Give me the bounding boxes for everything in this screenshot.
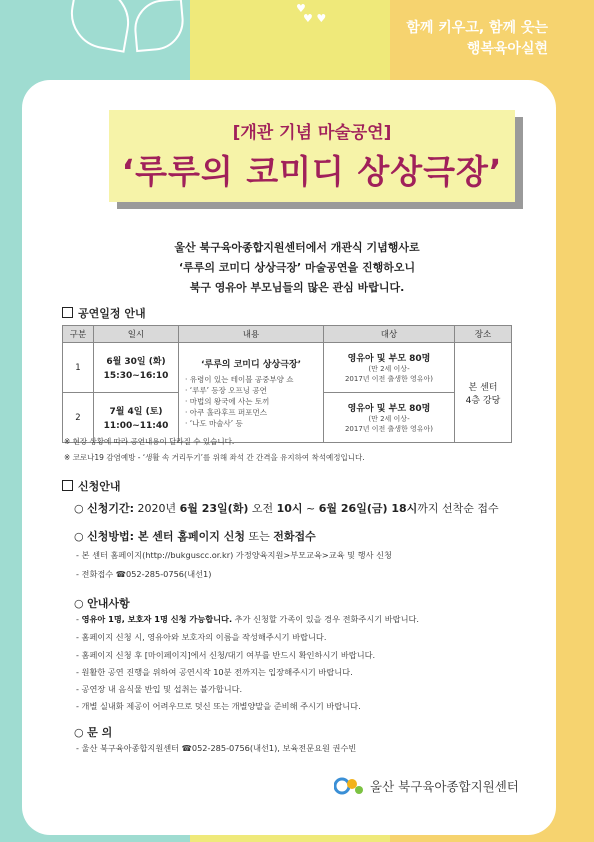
period-label: 신청기간: — [87, 502, 135, 515]
row-datetime — [94, 393, 179, 443]
place-cell — [455, 343, 512, 443]
period-end: 6월 26일(금) 18시 — [318, 502, 418, 515]
period-text1: 2020년 — [134, 502, 180, 515]
row-no: 2 — [63, 393, 94, 443]
notice-bold: 영유아 1명, 보호자 1명 신청 가능합니다. — [81, 614, 233, 624]
apply-heading-label: 신청안내 — [78, 480, 121, 493]
row-target — [324, 393, 455, 443]
row-target — [324, 343, 455, 393]
circle-bullet-icon: ○ — [74, 502, 88, 515]
row-time: 11:00~11:40 — [103, 421, 169, 431]
period-start-date: 6월 23일(화) — [179, 502, 249, 515]
apply-heading — [62, 478, 121, 494]
list-item: · 아쿠 홀라후프 퍼포먼스 — [185, 407, 267, 417]
intro-line1: 울산 북구육아종합지원센터에서 개관식 기념행사로 — [174, 241, 420, 254]
content-list — [185, 374, 317, 429]
col-header-date: 일시 — [94, 326, 179, 343]
list-item: · ‘나도 마술사’ 등 — [185, 418, 243, 428]
list-item: · 마법의 왕국에 사는 토끼 — [185, 396, 270, 406]
schedule-heading-label: 공연일정 안내 — [78, 307, 146, 320]
contact-line: - 울산 북구육아종합지원센터 ☎052-285-0756(내선1), 보육전문요원 권수빈 — [76, 743, 357, 753]
method-label: 신청방법: 본 센터 홈페이지 신청 — [87, 530, 245, 543]
schedule-table — [62, 325, 512, 443]
row-datetime — [94, 343, 179, 393]
title-sub: [개관 기념 마술공연] — [232, 123, 392, 143]
center-logo-icon — [334, 775, 364, 797]
row-time: 15:30~16:10 — [103, 371, 169, 381]
period-start-time: 10시 — [276, 502, 303, 515]
apply-method — [74, 528, 316, 544]
list-item: · 유령이 있는 테이블 공중부양 쇼 — [185, 374, 294, 384]
dash-bullet: - — [76, 614, 82, 624]
notice-heading-label: 안내사항 — [87, 597, 130, 610]
list-item: - 원활한 공연 진행을 위하여 공연시작 10분 전까지는 입장해주시기 바랍니다. — [76, 667, 353, 677]
table-row — [63, 343, 512, 393]
target-age2: 2017년 이전 출생한 영유아) — [344, 375, 434, 383]
period-text3: ~ — [302, 502, 319, 515]
hearts-icon: ♥ ♥ ♥ — [296, 2, 327, 25]
intro-line3: 북구 영유아 부모님들의 많은 관심 바랍니다. — [189, 281, 405, 294]
schedule-heading — [62, 305, 146, 321]
intro-text — [0, 238, 594, 298]
list-item: - 홈페이지 신청 시, 영유아와 보호자의 이름을 작성해주시기 바랍니다. — [76, 632, 327, 642]
page-title: ‘루루의 코미디 상상극장’ — [121, 152, 503, 191]
schedule-note2: ※ 코로나19 감염예방 - ‘생활 속 거리두기’를 위해 좌석 간 간격을 유지하여 착석예정입니다. — [64, 453, 365, 462]
row-no: 1 — [63, 343, 94, 393]
circle-bullet-icon: ○ — [74, 597, 88, 610]
list-item: - 공연장 내 음식물 반입 및 섭취는 불가합니다. — [76, 684, 243, 694]
list-item: · ‘루루’ 등장 오프닝 공연 — [185, 385, 267, 395]
col-header-no: 구분 — [63, 326, 94, 343]
row-date: 6월 30일 (화) — [106, 357, 166, 367]
notice-heading — [74, 595, 130, 611]
row-date: 7월 4일 (토) — [109, 407, 163, 417]
slogan — [406, 18, 548, 60]
checkbox-square-icon — [62, 307, 73, 318]
slogan-line2: 행복육아실현 — [466, 41, 548, 57]
target-age1: (만 2세 이상- — [368, 415, 410, 423]
center-logo — [334, 775, 519, 797]
contact-heading — [74, 724, 112, 740]
list-item: - 홈페이지 신청 후 [마이페이지]에서 신청/대기 여부를 반드시 확인하시기 바랍니다. — [76, 650, 376, 660]
target-count: 영유아 및 부모 80명 — [347, 354, 431, 364]
notice-rest: 추가 신청할 가족이 있을 경우 전화주시기 바랍니다. — [232, 614, 419, 624]
method-line1: - 본 센터 홈페이지(http://bukguscc.or.kr) 가정양육지원>부모교육>교육 및 행사 신청 — [76, 550, 392, 560]
target-count: 영유아 및 부모 80명 — [347, 404, 431, 414]
schedule-note1: ※ 현장 상황에 따라 공연내용이 달라질 수 있습니다. — [64, 437, 235, 446]
col-header-target: 대상 — [324, 326, 455, 343]
title-box — [109, 110, 515, 202]
circle-bullet-icon: ○ — [74, 726, 88, 739]
target-age2: 2017년 이전 출생한 영유아) — [344, 425, 434, 433]
checkbox-square-icon — [62, 480, 73, 491]
method-line2: - 전화접수 ☎052-285-0756(내선1) — [76, 569, 212, 579]
method-or: 또는 — [244, 530, 274, 543]
notice-line-first — [76, 614, 419, 625]
slogan-line1: 함께 키우고, 함께 웃는 — [406, 20, 548, 36]
contact-heading-label: 문 의 — [87, 726, 113, 739]
table-header-row — [63, 326, 512, 343]
content-cell — [179, 343, 324, 443]
col-header-content: 내용 — [179, 326, 324, 343]
place-line2: 4층 강당 — [465, 395, 501, 406]
period-text4: 까지 선착순 접수 — [417, 502, 499, 515]
list-item: - 개별 실내화 제공이 어려우므로 덧신 또는 개별양말을 준비해 주시기 바랍니다. — [76, 701, 361, 711]
apply-period — [74, 500, 499, 516]
content-title: ‘루루의 코미디 상상극장’ — [200, 359, 302, 370]
method-phone: 전화접수 — [273, 530, 316, 543]
place-line1: 본 센터 — [468, 382, 498, 393]
col-header-place: 장소 — [455, 326, 512, 343]
center-logo-text: 울산 북구육아종합지원센터 — [370, 779, 519, 794]
intro-line2: ‘루루의 코미디 상상극장’ 마술공연을 진행하오니 — [178, 261, 416, 274]
circle-bullet-icon: ○ — [74, 530, 88, 543]
period-text2: 오전 — [248, 502, 277, 515]
target-age1: (만 2세 이상- — [368, 365, 410, 373]
